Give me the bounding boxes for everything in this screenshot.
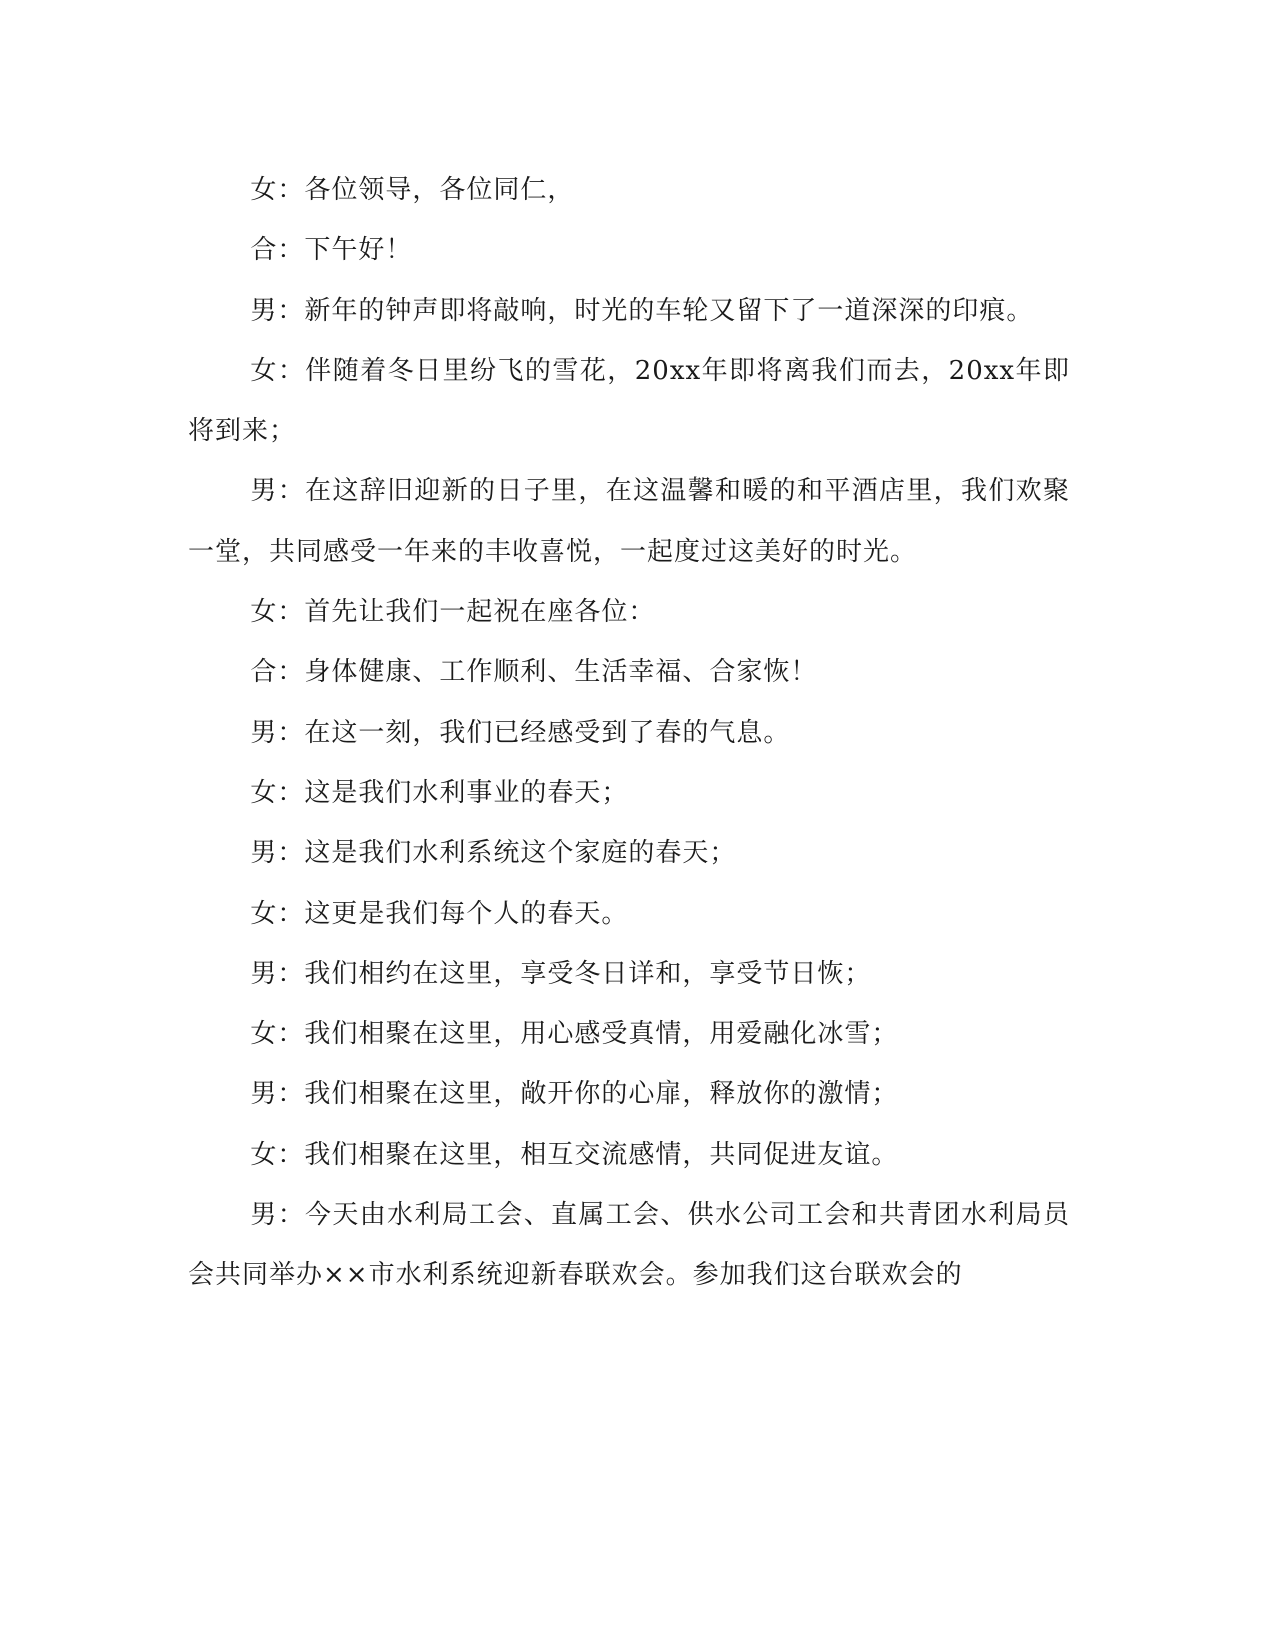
- paragraph: 合：身体健康、工作顺利、生活幸福、合家恢！: [250, 657, 818, 688]
- paragraph: 男：今天由水利局工会、直属工会、供水公司工会和共青团水利局员会共同举办××市水利系统迎新春联欢会。参加我们这台联欢会的: [188, 1200, 1070, 1291]
- paragraph: 男：我们相约在这里，享受冬日详和，享受节日恢；: [250, 958, 872, 989]
- paragraph: 女：伴随着冬日里纷飞的雪花，20xx年即将离我们而去，20xx年即将到来；: [188, 355, 1070, 447]
- paragraph: 男：在这辞旧迎新的日子里，在这温馨和暖的和平酒店里，我们欢聚一堂，共同感受一年来的丰收喜悦，一起度过这美好的时光。: [188, 476, 1070, 567]
- paragraph: 女：各位领导，各位同仁，: [250, 175, 575, 205]
- paragraph: 男：我们相聚在这里，敞开你的心扉，释放你的激情；: [250, 1079, 899, 1110]
- paragraph: 男：这是我们水利系统这个家庭的春天；: [250, 838, 737, 869]
- paragraph: 男：新年的钟声即将敲响，时光的车轮又留下了一道深深的印痕。: [250, 295, 1034, 326]
- paragraph: 女：这是我们水利事业的春天；: [250, 777, 629, 808]
- paragraph: 合：下午好！: [250, 235, 413, 266]
- paragraph: 女：这更是我们每个人的春天。: [250, 898, 629, 929]
- paragraph: 女：我们相聚在这里，用心感受真情，用爱融化冰雪；: [250, 1019, 899, 1050]
- paragraph: 女：首先让我们一起祝在座各位：: [250, 597, 656, 628]
- document-body: [188, 160, 1070, 1306]
- paragraph: 女：我们相聚在这里，相互交流感情，共同促进友谊。: [250, 1139, 899, 1170]
- paragraph: 男：在这一刻，我们已经感受到了春的气息。: [250, 717, 791, 748]
